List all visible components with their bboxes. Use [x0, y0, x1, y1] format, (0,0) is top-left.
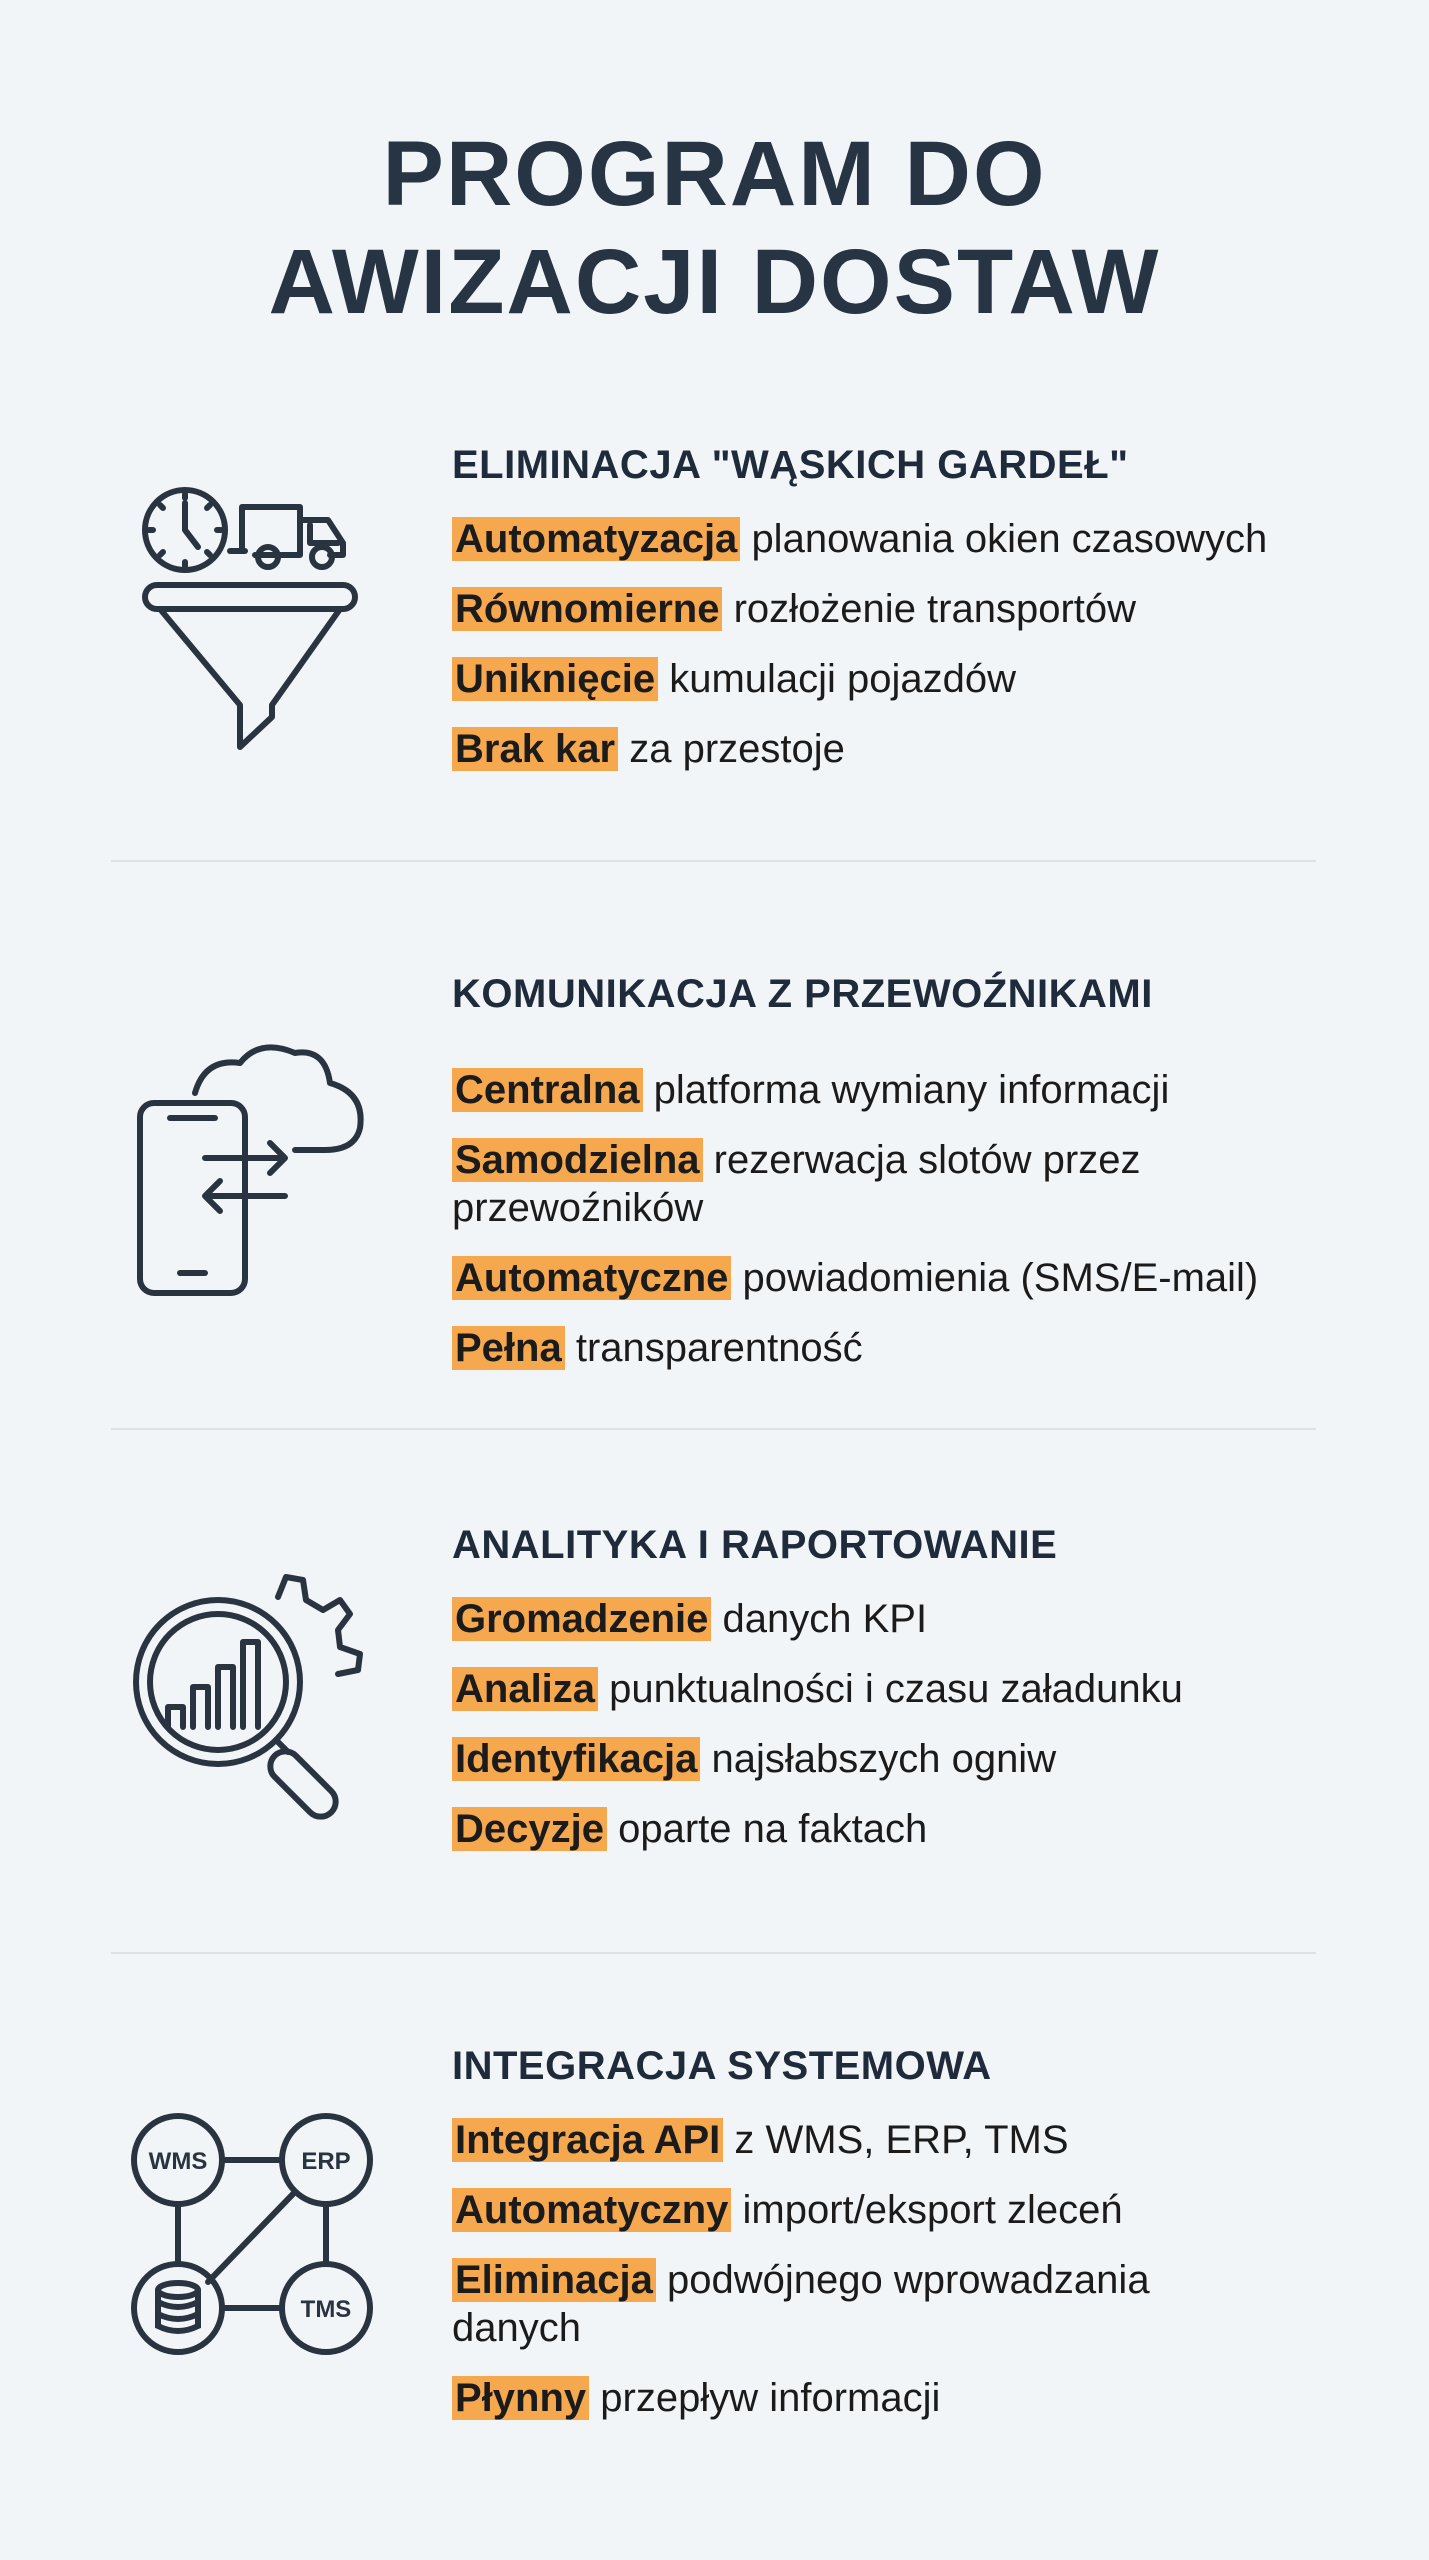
- list-item: [452, 1254, 1352, 1302]
- highlight: Analiza: [452, 1667, 598, 1711]
- highlight: Samodzielna: [452, 1138, 703, 1182]
- page-title: [0, 120, 1429, 336]
- highlight: Centralna: [452, 1068, 643, 1112]
- highlight: Eliminacja: [452, 2258, 656, 2302]
- funnel-clock-truck-icon: [140, 485, 365, 750]
- title-line-1: PROGRAM DO: [382, 123, 1047, 225]
- divider: [111, 860, 1316, 862]
- section-heading: ANALITYKA I RAPORTOWANIE: [452, 1523, 1058, 1567]
- list-item: [452, 1595, 1352, 1643]
- network-label-wms: WMS: [148, 2148, 208, 2175]
- system-network-icon: [128, 2112, 378, 2357]
- item-text: przepływ informacji: [600, 2376, 941, 2420]
- magnifier-chart-gear-icon: [128, 1572, 378, 1832]
- list-item: [452, 2116, 1352, 2164]
- item-text: kumulacji pojazdów: [669, 657, 1017, 701]
- section-komunikacja: [452, 970, 1352, 1394]
- item-text: import/eksport zleceń: [742, 2188, 1123, 2232]
- list-item: [452, 1066, 1352, 1114]
- network-label-erp: ERP: [301, 2148, 351, 2175]
- highlight: Decyzje: [452, 1807, 607, 1851]
- item-text: powiadomienia (SMS/E-mail): [742, 1256, 1259, 1300]
- item-text: punktualności i czasu załadunku: [609, 1667, 1183, 1711]
- highlight: Integracja API: [452, 2118, 723, 2162]
- item-text: transparentność: [575, 1326, 863, 1370]
- list-item: [452, 585, 1352, 633]
- highlight: Identyfikacja: [452, 1737, 700, 1781]
- list-item: [452, 2374, 1352, 2422]
- list-item: [452, 1136, 1212, 1232]
- highlight: Brak kar: [452, 727, 618, 771]
- section-heading: INTEGRACJA SYSTEMOWA: [452, 2044, 992, 2088]
- highlight: Uniknięcie: [452, 657, 658, 701]
- item-text: danych KPI: [722, 1597, 928, 1641]
- divider: [111, 1428, 1316, 1430]
- item-text: z WMS, ERP, TMS: [734, 2118, 1069, 2162]
- highlight: Równomierne: [452, 587, 722, 631]
- item-text: rozłożenie transportów: [733, 587, 1137, 631]
- list-item: [452, 725, 1352, 773]
- item-text: oparte na faktach: [618, 1807, 928, 1851]
- list-item: [452, 2256, 1232, 2352]
- section-eliminacja: [452, 441, 1352, 795]
- item-text: najsłabszych ogniw: [711, 1737, 1057, 1781]
- title-line-2: AWIZACJI DOSTAW: [268, 231, 1161, 333]
- highlight: Automatyczne: [452, 1256, 731, 1300]
- highlight: Automatyzacja: [452, 517, 740, 561]
- section-heading: ELIMINACJA "WĄSKICH GARDEŁ": [452, 443, 1129, 487]
- item-text: platforma wymiany informacji: [653, 1068, 1170, 1112]
- item-text: planowania okien czasowych: [751, 517, 1268, 561]
- highlight: Płynny: [452, 2376, 589, 2420]
- item-text: za przestoje: [629, 727, 845, 771]
- section-analityka: [452, 1521, 1352, 1875]
- list-item: [452, 1324, 1352, 1372]
- item-text: rezerwacja slotów przez przewoźników: [452, 1138, 1141, 1230]
- network-label-tms: TMS: [300, 2296, 352, 2323]
- item-text: podwójnego wprowadzania danych: [452, 2258, 1150, 2350]
- highlight: Pełna: [452, 1326, 565, 1370]
- list-item: [452, 1735, 1352, 1783]
- section-integracja: [452, 2042, 1352, 2444]
- section-heading: KOMUNIKACJA Z PRZEWOŹNIKAMI: [452, 972, 1153, 1016]
- phone-cloud-sync-icon: [135, 1038, 370, 1298]
- divider: [111, 1952, 1316, 1954]
- list-item: [452, 1665, 1352, 1713]
- list-item: [452, 515, 1352, 563]
- highlight: Gromadzenie: [452, 1597, 711, 1641]
- list-item: [452, 1805, 1352, 1853]
- list-item: [452, 2186, 1352, 2234]
- highlight: Automatyczny: [452, 2188, 731, 2232]
- list-item: [452, 655, 1352, 703]
